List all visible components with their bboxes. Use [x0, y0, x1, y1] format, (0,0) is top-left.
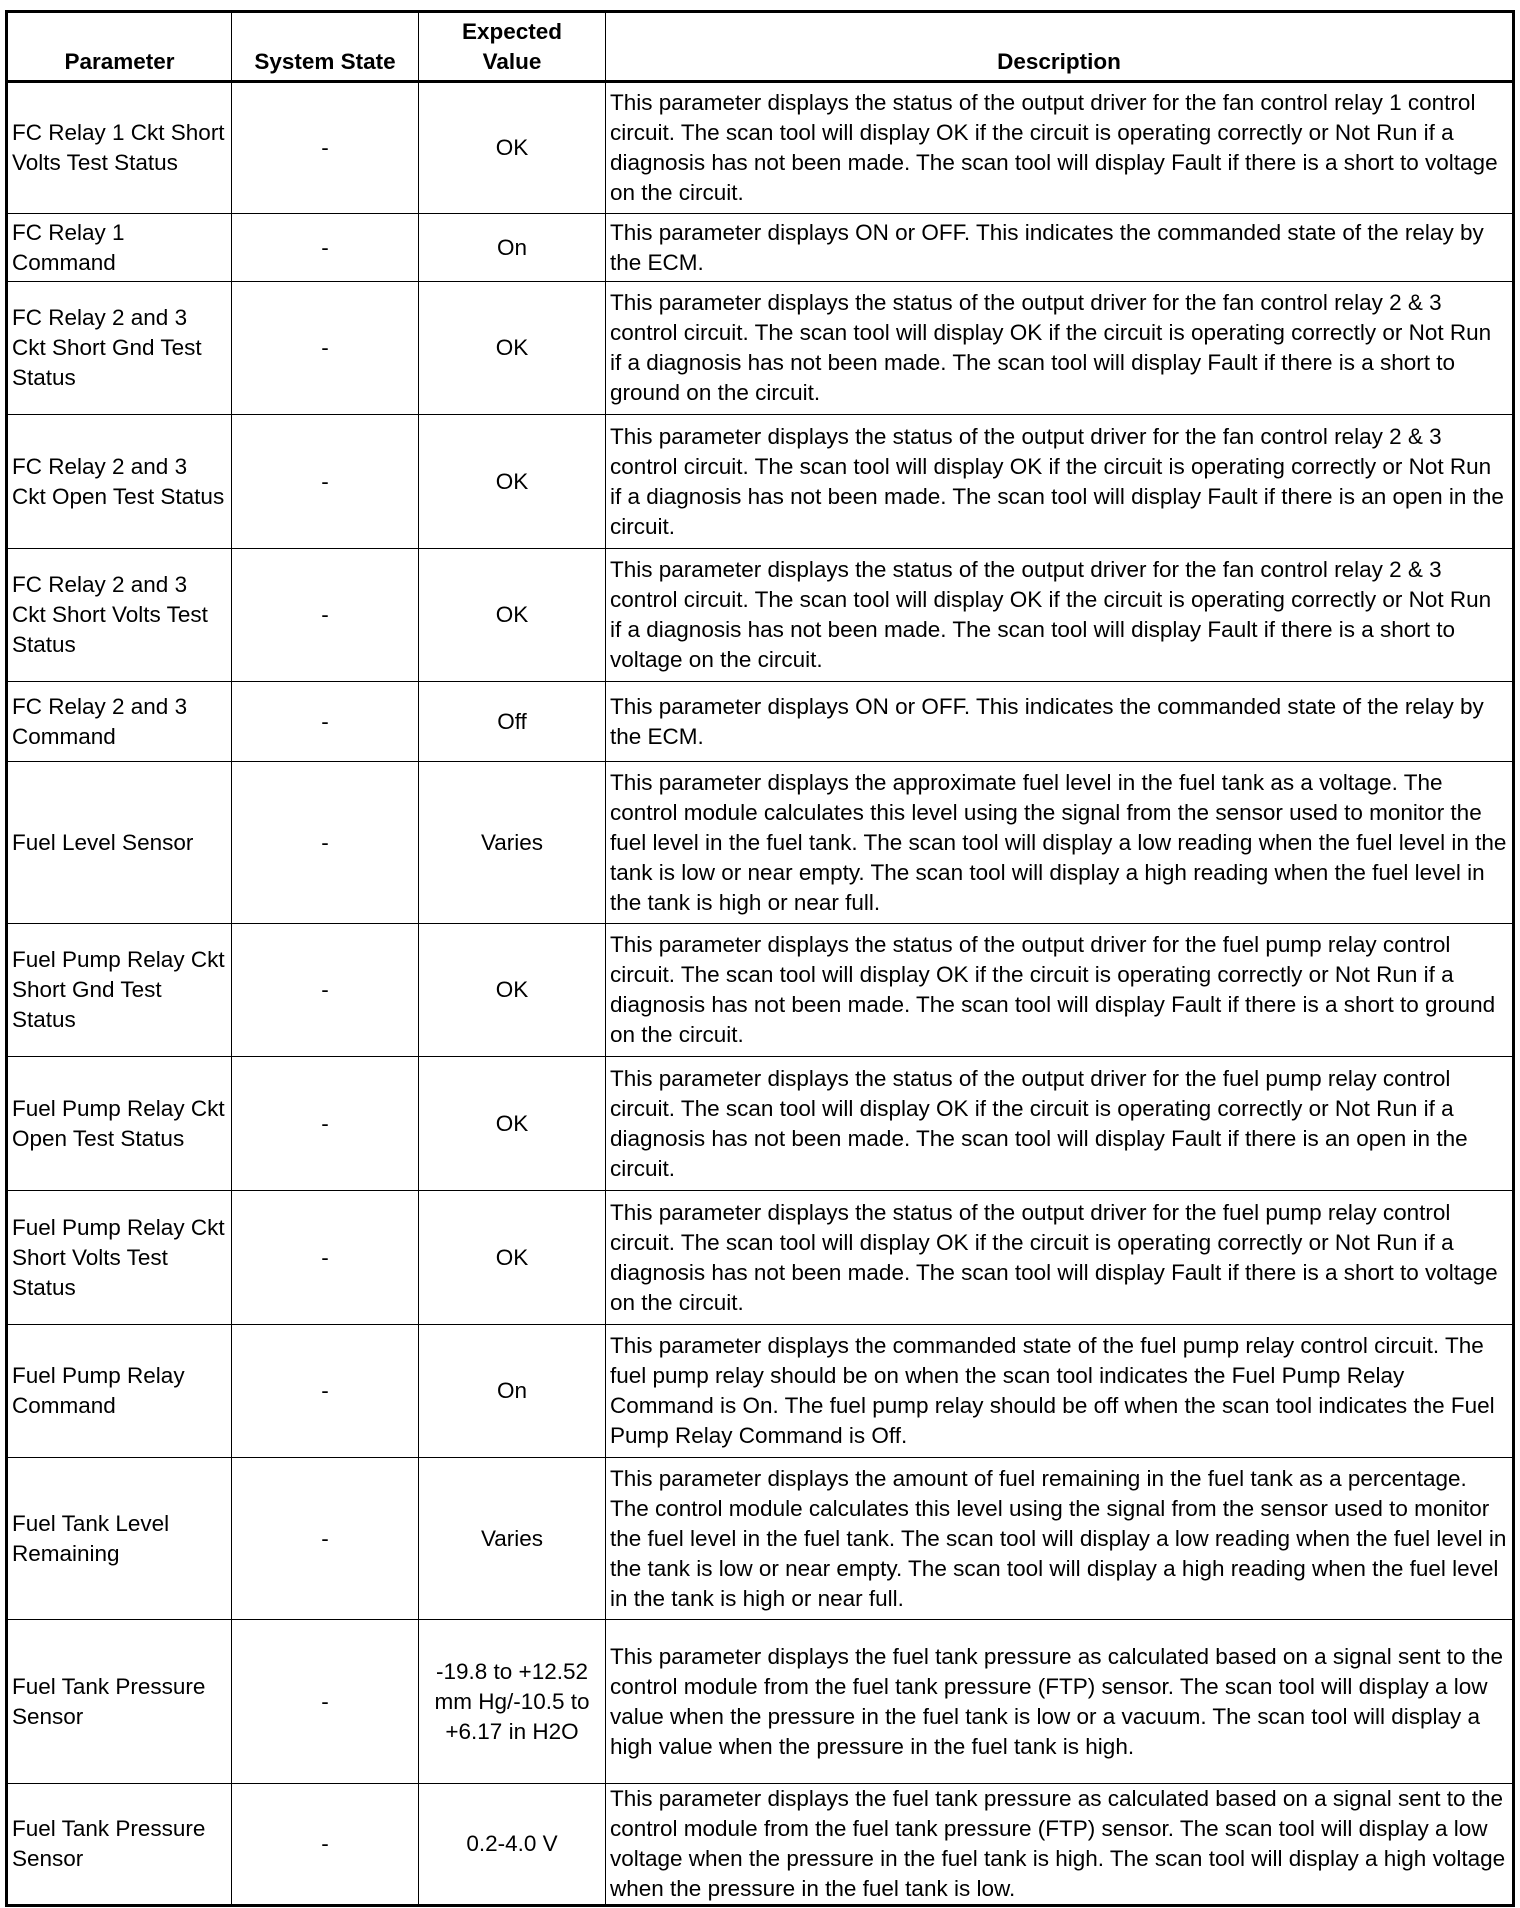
parameter-cell: Fuel Tank Pressure Sensor [7, 1620, 232, 1784]
header-system-state: System State [232, 12, 419, 82]
parameter-cell: FC Relay 1 Ckt Short Volts Test Status [7, 82, 232, 214]
description-cell: This parameter displays the status of the output driver for the fuel pump relay control circuit. The scan tool will display OK if the circuit is operating correctly or Not Run if a diagnosis has not been made. The scan tool will display Fault if there is a short to ground on the circuit. [606, 924, 1514, 1057]
parameter-cell: FC Relay 1 Command [7, 214, 232, 282]
expected-value-cell: Varies [419, 1458, 606, 1620]
expected-value-cell: Off [419, 682, 606, 762]
system-state-cell: - [232, 1325, 419, 1458]
description-cell: This parameter displays the status of the output driver for the fan control relay 2 & 3 control circuit. The scan tool will display OK if the circuit is operating correctly or Not Run if a diagnosis has not been made. The scan tool will display Fault if there is a short to voltage on the circuit. [606, 549, 1514, 682]
expected-value-cell: OK [419, 82, 606, 214]
table-row [7, 549, 1514, 682]
parameter-cell: Fuel Tank Level Remaining [7, 1458, 232, 1620]
description-cell: This parameter displays the status of the output driver for the fuel pump relay control circuit. The scan tool will display OK if the circuit is operating correctly or Not Run if a diagnosis has not been made. The scan tool will display Fault if there is an open in the circuit. [606, 1057, 1514, 1191]
table-row [7, 282, 1514, 415]
header-parameter: Parameter [7, 12, 232, 82]
system-state-cell: - [232, 924, 419, 1057]
parameter-cell: Fuel Pump Relay Ckt Open Test Status [7, 1057, 232, 1191]
table-row [7, 1784, 1514, 1906]
description-cell: This parameter displays the approximate fuel level in the fuel tank as a voltage. The control module calculates this level using the signal from the sensor used to monitor the fuel level in the fuel tank. The scan tool will display a low reading when the fuel level in the tank is low or near empty. The scan tool will display a high reading when the fuel level in the tank is high or near full. [606, 762, 1514, 924]
expected-value-cell: On [419, 214, 606, 282]
table-row [7, 82, 1514, 214]
description-cell: This parameter displays the status of the output driver for the fuel pump relay control circuit. The scan tool will display OK if the circuit is operating correctly or Not Run if a diagnosis has not been made. The scan tool will display Fault if there is a short to voltage on the circuit. [606, 1191, 1514, 1325]
expected-value-cell: -19.8 to +12.52 mm Hg/-10.5 to +6.17 in H2O [419, 1620, 606, 1784]
expected-value-cell: OK [419, 282, 606, 415]
description-cell: This parameter displays the amount of fuel remaining in the fuel tank as a percentage. The control module calculates this level using the signal from the sensor used to monitor the fuel level in the fuel tank. The scan tool will display a low reading when the fuel level in the tank is low or near empty. The scan tool will display a high reading when the fuel level in the tank is high or near full. [606, 1458, 1514, 1620]
parameter-cell: Fuel Level Sensor [7, 762, 232, 924]
table-row [7, 214, 1514, 282]
table-row [7, 1458, 1514, 1620]
system-state-cell: - [232, 682, 419, 762]
expected-value-cell: OK [419, 1057, 606, 1191]
parameter-cell: FC Relay 2 and 3 Ckt Short Volts Test Status [7, 549, 232, 682]
system-state-cell: - [232, 282, 419, 415]
table-row [7, 1057, 1514, 1191]
expected-value-cell: OK [419, 1191, 606, 1325]
description-cell: This parameter displays ON or OFF. This indicates the commanded state of the relay by the ECM. [606, 682, 1514, 762]
table-row [7, 415, 1514, 549]
parameter-cell: Fuel Pump Relay Ckt Short Gnd Test Status [7, 924, 232, 1057]
description-cell: This parameter displays the fuel tank pressure as calculated based on a signal sent to the control module from the fuel tank pressure (FTP) sensor. The scan tool will display a low voltage when the pressure in the fuel tank is high. The scan tool will display a high voltage when the pressure in the fuel tank is low. [606, 1784, 1514, 1906]
expected-value-cell: 0.2-4.0 V [419, 1784, 606, 1906]
description-cell: This parameter displays the status of the output driver for the fan control relay 1 control circuit. The scan tool will display OK if the circuit is operating correctly or Not Run if a diagnosis has not been made. The scan tool will display Fault if there is a short to voltage on the circuit. [606, 82, 1514, 214]
expected-value-cell: OK [419, 924, 606, 1057]
expected-value-cell: On [419, 1325, 606, 1458]
system-state-cell: - [232, 82, 419, 214]
system-state-cell: - [232, 214, 419, 282]
system-state-cell: - [232, 415, 419, 549]
system-state-cell: - [232, 1784, 419, 1906]
system-state-cell: - [232, 1620, 419, 1784]
description-cell: This parameter displays the commanded state of the fuel pump relay control circuit. The fuel pump relay should be on when the scan tool indicates the Fuel Pump Relay Command is On. The fuel pump relay should be off when the scan tool indicates the Fuel Pump Relay Command is Off. [606, 1325, 1514, 1458]
system-state-cell: - [232, 1458, 419, 1620]
header-description: Description [606, 12, 1514, 82]
parameter-table [5, 10, 1515, 1907]
expected-value-cell: Varies [419, 762, 606, 924]
table-row [7, 682, 1514, 762]
system-state-cell: - [232, 762, 419, 924]
parameter-cell: FC Relay 2 and 3 Command [7, 682, 232, 762]
table-row [7, 762, 1514, 924]
header-row [7, 12, 1514, 82]
table-row [7, 1191, 1514, 1325]
expected-value-cell: OK [419, 549, 606, 682]
parameter-cell: FC Relay 2 and 3 Ckt Short Gnd Test Status [7, 282, 232, 415]
parameter-cell: FC Relay 2 and 3 Ckt Open Test Status [7, 415, 232, 549]
parameter-cell: Fuel Pump Relay Ckt Short Volts Test Status [7, 1191, 232, 1325]
description-cell: This parameter displays the fuel tank pressure as calculated based on a signal sent to the control module from the fuel tank pressure (FTP) sensor. The scan tool will display a low value when the pressure in the fuel tank is low or a vacuum. The scan tool will display a high value when the pressure in the fuel tank is high. [606, 1620, 1514, 1784]
expected-value-cell: OK [419, 415, 606, 549]
parameter-cell: Fuel Pump Relay Command [7, 1325, 232, 1458]
table-row [7, 924, 1514, 1057]
parameter-cell: Fuel Tank Pressure Sensor [7, 1784, 232, 1906]
table-row [7, 1620, 1514, 1784]
description-cell: This parameter displays ON or OFF. This indicates the commanded state of the relay by the ECM. [606, 214, 1514, 282]
system-state-cell: - [232, 1191, 419, 1325]
system-state-cell: - [232, 1057, 419, 1191]
description-cell: This parameter displays the status of the output driver for the fan control relay 2 & 3 control circuit. The scan tool will display OK if the circuit is operating correctly or Not Run if a diagnosis has not been made. The scan tool will display Fault if there is a short to ground on the circuit. [606, 282, 1514, 415]
description-cell: This parameter displays the status of the output driver for the fan control relay 2 & 3 control circuit. The scan tool will display OK if the circuit is operating correctly or Not Run if a diagnosis has not been made. The scan tool will display Fault if there is an open in the circuit. [606, 415, 1514, 549]
header-expected-value: Expected Value [419, 12, 606, 82]
table-row [7, 1325, 1514, 1458]
system-state-cell: - [232, 549, 419, 682]
